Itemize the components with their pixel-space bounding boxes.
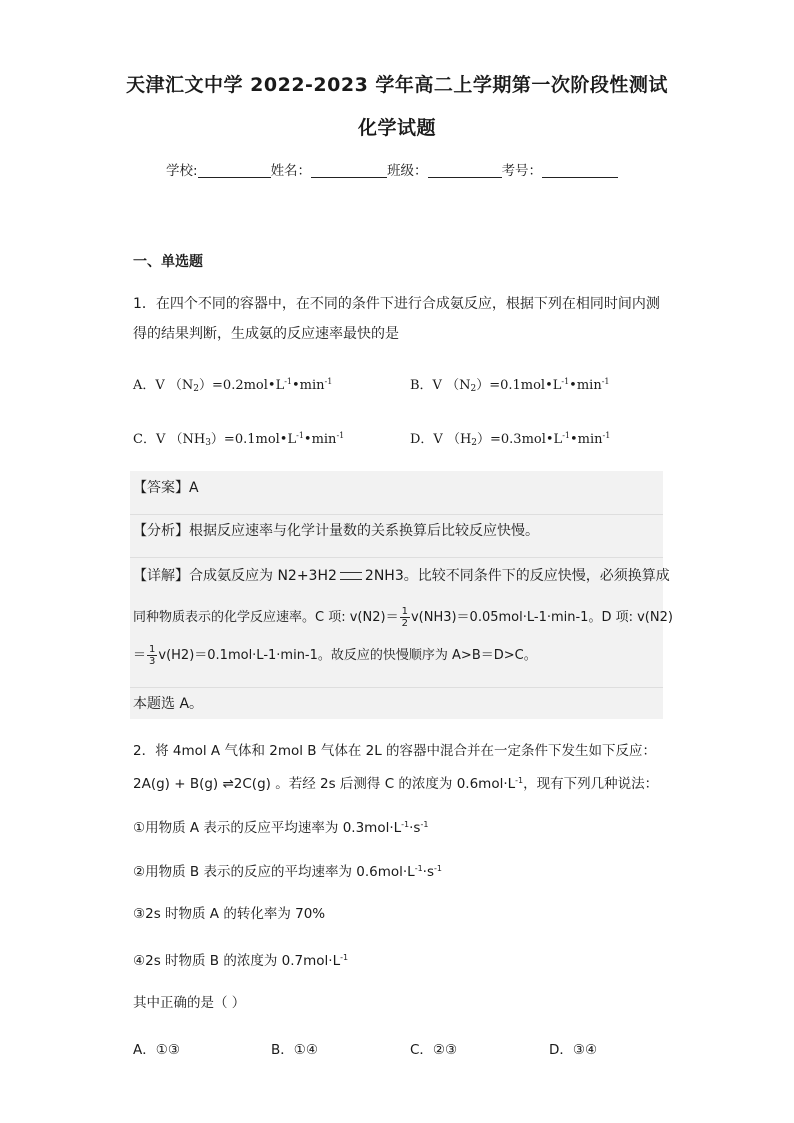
fraction-one-half: $\frac{1}{2}$ <box>401 606 408 629</box>
q1-stem-line1: 1．在四个不同的容器中，在不同的条件下进行合成氨反应，根据下列在相同时间内测 <box>133 296 660 312</box>
q1-detail-line2: 同种物质表示的化学反应速率。C 项: v(N2)＝ $\frac{1}{2}$ v(NH3)＝0.05mol·L-1·min-1。D 项: v(N2) <box>133 606 673 629</box>
name-blank <box>311 163 387 178</box>
q2-equation: 2A(g) + B(g) ⇌2C(g) <box>133 776 276 792</box>
q1-option-b: B．V $(N_2)=0.1mol•L^{-1}•\min^{-1}$ <box>410 377 610 394</box>
q2-statement-3: ③2s 时物质 A 的转化率为 70% <box>133 906 326 922</box>
class-blank <box>428 163 502 178</box>
q2-statement-4: ④2s 时物质 B 的浓度为 $0.7mol\cdot L^{-1}$ <box>133 953 349 969</box>
exam-title: 天津汇文中学 2022-2023 学年高二上学期第一次阶段性测试 <box>126 74 668 96</box>
school-label: 学校: <box>166 163 198 179</box>
answer-panel <box>130 471 663 719</box>
id-label: 考号： <box>501 163 543 179</box>
class-label: 班级： <box>387 163 428 179</box>
q2-stem-line1: 2．将 4mol A 气体和 2mol B 气体在 2L 的容器中混合并在一定条件下发生如下反应： <box>133 743 657 759</box>
q2-option-d: D．③④ <box>549 1042 598 1058</box>
q2-statement-1: ①用物质 A 表示的反应平均速率为 $0.3mol\cdot L^{-1}\cdot s^{-1}$ <box>133 820 429 836</box>
school-blank <box>198 163 271 178</box>
q1-stem-line2: 得的结果判断，生成氨的反应速率最快的是 <box>133 326 399 342</box>
fraction-one-third: $\frac{1}{3}$ <box>149 644 156 667</box>
q1-option-d: D．V $(H_2)=0.3mol•L^{-1}•\min^{-1}$ <box>410 431 611 448</box>
q1-conclusion: 本题选 A。 <box>133 696 204 712</box>
exam-subtitle: 化学试题 <box>357 117 436 139</box>
id-blank <box>542 163 618 178</box>
q1-analysis: 【分析】根据反应速率与化学计量数的关系换算后比较反应快慢。 <box>133 523 539 539</box>
q1-detail-line1: 【详解】合成氨反应为 N2+3H2 2NH3。比较不同条件下的反应快慢，必须换算成 <box>133 568 670 584</box>
analysis-divider <box>130 557 663 558</box>
detail-divider <box>130 687 663 688</box>
q2-statement-2: ②用物质 B 表示的反应的平均速率为 $0.6mol\cdot L^{-1}\cdot s^{-1}$ <box>133 864 442 880</box>
q2-option-b: B．①④ <box>271 1042 318 1058</box>
q2-option-a: A．①③ <box>133 1042 180 1058</box>
q2-question: 其中正确的是（ ） <box>133 995 246 1011</box>
section-heading: 一、单选题 <box>133 254 203 270</box>
q1-answer: 【答案】A <box>133 480 199 496</box>
equilibrium-arrow-icon <box>340 572 362 580</box>
answer-divider <box>130 514 663 515</box>
q2-option-c: C．②③ <box>410 1042 458 1058</box>
q2-stem-line2: 2A(g) + B(g) ⇌2C(g) 。若经 2s 后测得 C 的浓度为 $0.6mol\cdot L^{-1}$，现有下列几种说法： <box>133 776 659 792</box>
q1-detail-line3: ＝ $\frac{1}{3}$ v(H2)＝0.1mol·L-1·min-1。故反应的快慢顺序为 A>B＝D>C。 <box>133 644 537 667</box>
student-info-row <box>166 159 618 179</box>
q1-option-a: A．V $(N_2)=0.2mol•L^{-1}•\min^{-1}$ <box>133 377 333 394</box>
name-label: 姓名： <box>270 163 312 179</box>
q1-option-c: C．V $(NH_3)=0.1mol•L^{-1}•\min^{-1}$ <box>133 431 345 448</box>
